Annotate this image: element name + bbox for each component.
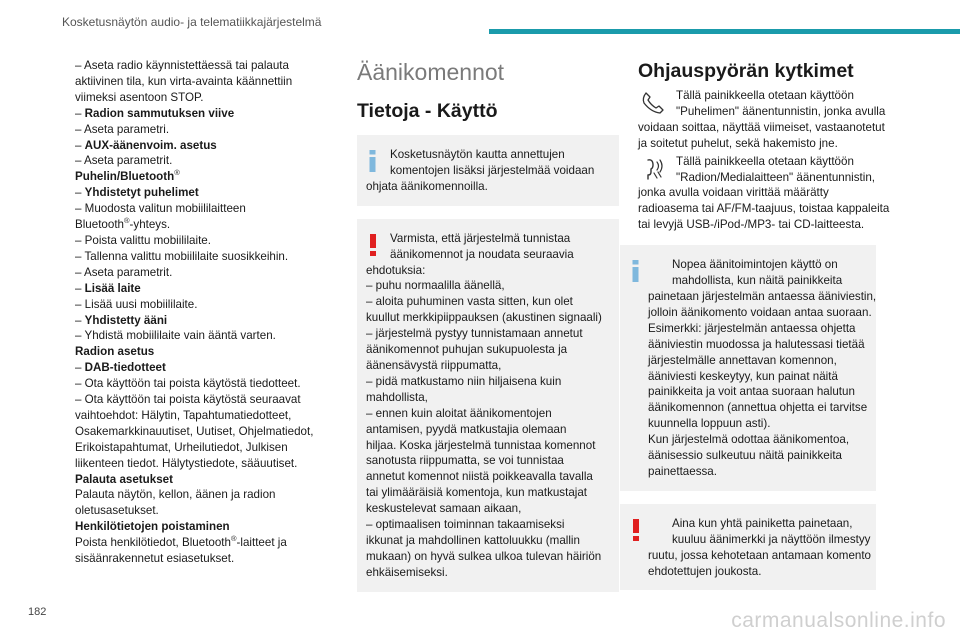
dash: – <box>75 138 85 152</box>
text-line <box>75 281 337 297</box>
text-line: – Ota käyttöön tai poista käytöstä tiedotteet. <box>75 377 301 391</box>
text-line <box>75 138 337 154</box>
text-line: radioasema tai AF/FM-taajuus, toistaa kappaleita <box>638 202 890 216</box>
text-line: – Yhdistä mobiililaite vain ääntä varten. <box>75 329 276 343</box>
text-line: ruutu, jossa kehotetaan antamaan komento <box>648 548 872 562</box>
text-line: – Aseta parametri. <box>75 122 170 136</box>
dash: – <box>75 106 85 120</box>
info-box <box>357 135 619 206</box>
text-line: Tällä painikkeella otetaan käyttöön <box>676 89 854 102</box>
text-line: aktiivinen tila, kun virta-avainta käännettiin <box>75 74 293 88</box>
text-line: sanotusta riippumatta, se voi tunnistaa <box>366 454 564 468</box>
voice-command-icon <box>639 156 667 182</box>
text-line: äänensävystä riippumatta, <box>366 358 502 372</box>
text-line: – Aseta parametrit. <box>75 154 173 168</box>
text-line: komentojen lisäksi järjestelmää voidaan <box>390 163 595 177</box>
setting-name: DAB-tiedotteet <box>84 361 166 375</box>
text-line: – Aseta parametrit. <box>75 265 173 279</box>
text-line: painikkeita ja voit antaa suoraan halutun <box>648 385 855 399</box>
phone-handset-icon <box>639 90 667 116</box>
setting-name: Yhdistetyt puhelimet <box>84 186 199 200</box>
text-line: – optimaalisen toiminnan takaamiseksi <box>366 518 565 532</box>
text-line: mahdollista, kun näitä painikkeita <box>672 274 843 288</box>
text-line: Nopea äänitoimintojen käyttö on <box>672 258 838 272</box>
text-line: oletusasetukset. <box>75 504 159 518</box>
text-part: -yhteys. <box>129 218 171 232</box>
section-heading: Palauta asetukset <box>75 472 173 486</box>
text-line: Palauta näytön, kellon, äänen ja radion <box>75 488 276 502</box>
text-line: liikenteen tiedot. Hälytystiedote, sääuutiset. <box>75 456 298 470</box>
section-heading: Radion asetus <box>75 345 155 359</box>
text-line: äänikomennot ja noudata seuraavia <box>390 247 574 261</box>
section-heading: Puhelin/Bluetooth <box>75 170 175 184</box>
text-line: – Poista valittu mobiililaite. <box>75 233 211 247</box>
text-line: – pidä matkustamo niin hiljaisena kuin <box>366 374 562 388</box>
exclamation-icon <box>365 234 381 256</box>
text-line: ääniviesti keskeytyy, kun painat näitä <box>648 369 838 383</box>
text-line <box>75 185 337 201</box>
text-line: hiljaa. Koska järjestelmä tunnistaa komennot <box>366 438 596 452</box>
exclamation-icon <box>628 519 644 541</box>
text-line: Aina kun yhtä painiketta painetaan, <box>672 516 853 530</box>
text-line: – Lisää uusi mobiililaite. <box>75 297 198 311</box>
text-line: jolloin äänikomento voidaan antaa suoraan. <box>648 305 872 319</box>
text-line <box>75 106 337 122</box>
text-line: ehdotuksia: <box>366 263 426 277</box>
text-line: ikkunat ja mahdollinen kattoluukku (mallin <box>366 533 580 547</box>
text-line <box>75 535 337 551</box>
text-line: keskustelevat samaan aikaan, <box>366 502 522 516</box>
dash: – <box>75 313 85 327</box>
text-line: antamisen, pyydä matkustajia olemaan <box>366 422 567 436</box>
dash: – <box>75 361 85 375</box>
text-line: kuunnella loppuun asti). <box>648 417 771 431</box>
text-line: mahdollista, <box>366 390 428 404</box>
warning-box <box>357 219 619 592</box>
registered-mark: ® <box>230 534 237 544</box>
text-line <box>75 217 337 233</box>
text-line: – Muodosta valitun mobiililaitteen <box>75 202 246 216</box>
text-line: Varmista, että järjestelmä tunnistaa <box>390 231 571 245</box>
text-line: – Tallenna valittu mobiililaite suosikkeihin. <box>75 249 289 263</box>
text-line: viimeksi asentoon STOP. <box>75 90 204 104</box>
registered-mark: ® <box>124 216 130 226</box>
text-line: ehdotettujen joukosta. <box>648 564 762 578</box>
info-icon <box>628 260 644 282</box>
page-number: 182 <box>28 606 47 618</box>
setting-name: Lisää laite <box>84 281 141 295</box>
header-accent-bar <box>489 29 960 34</box>
text-line: Tällä painikkeella otetaan käyttöön <box>676 154 854 168</box>
phone-button-description <box>638 88 904 152</box>
text-line <box>75 313 337 329</box>
text-line: kuuluu äänimerkki ja näyttöön ilmestyy <box>672 532 871 546</box>
dash: – <box>75 281 85 295</box>
setting-name: Yhdistetty ääni <box>84 313 168 327</box>
text-line: Osakemarkkinauutiset, Uutiset, Ohjelmatiedot, <box>75 424 314 438</box>
text-line: – ennen kuin aloitat äänikomentojen <box>366 406 552 420</box>
text-part: Poista henkilötiedot, Bluetooth <box>75 536 231 550</box>
text-line: äänisessio sulkeutuu näitä painikkeita <box>648 449 842 463</box>
text-line: Esimerkki: järjestelmän antaessa ohjetta <box>648 321 856 335</box>
text-line: mukaan) on hyvä sulkea ulkoa tulevan häiriön <box>366 549 602 563</box>
text-part: -laitteet ja <box>236 536 287 550</box>
info-icon <box>365 150 381 172</box>
text-line: ohjata äänikomennoilla. <box>366 179 488 193</box>
text-line: – Ota käyttöön tai poista käytöstä seuraavat <box>75 393 301 407</box>
text-line: ääniviestin muodossa ja halutessasi tietää <box>648 337 865 351</box>
text-line: "Puhelimen" äänentunnistin, jonka avulla <box>676 104 886 118</box>
text-line: tai ylimääräisiä komentoja, kun matkustajat <box>366 486 588 500</box>
section-title: Äänikomennot <box>357 59 505 85</box>
text-line: järjestelmälle annettavan komennon, <box>648 353 837 367</box>
section-heading: Henkilötietojen poistaminen <box>75 520 230 534</box>
text-line: äänikomennon (annettua ohjetta ei tarvitse <box>648 401 868 415</box>
registered-mark: ® <box>174 168 180 178</box>
text-line: "Radion/Medialaitteen" äänentunnistin, <box>676 170 876 184</box>
text-line: äänikomennot puhujan sukupuolesta ja <box>366 343 568 357</box>
text-line: Kosketusnäytön kautta annettujen <box>390 148 565 161</box>
column-steering-wheel-controls <box>638 58 904 603</box>
text-line: ehkäisemiseksi. <box>366 565 448 579</box>
info-box <box>620 245 876 491</box>
warning-box <box>620 504 876 591</box>
text-line: kuullut merkkipiippauksen (akustinen signaali) <box>366 311 602 325</box>
text-line: vaihtoehdot: Hälytin, Tapahtumatiedotteet, <box>75 408 292 422</box>
dash: – <box>75 186 85 200</box>
voice-button-description <box>638 154 904 234</box>
setting-name: AUX-äänenvoim. asetus <box>84 138 217 152</box>
text-line: – Aseta radio käynnistettäessä tai palauta <box>75 59 289 72</box>
section-subtitle: Tietoja - Käyttö <box>357 100 498 122</box>
setting-name: Radion sammutuksen viive <box>84 106 235 120</box>
column-voice-commands <box>357 58 619 605</box>
text-line <box>75 360 337 376</box>
column-settings <box>75 58 337 567</box>
text-line: annetut komennot niistä poikkeavalla tavalla <box>366 470 593 484</box>
text-line: ja soitetut puhelut, sekä hakemisto jne. <box>638 136 838 150</box>
section-title: Ohjauspyörän kytkimet <box>638 60 854 82</box>
text-line: painetaan järjestelmän antaessa ääniviestin, <box>648 289 877 303</box>
text-line: tai levyjä USB-/iPod-/MP3- tai CD-laitteesta. <box>638 218 865 232</box>
text-line: Kun järjestelmä odottaa äänikomentoa, <box>648 433 850 447</box>
text-line: – aloita puhuminen vasta sitten, kun olet <box>366 295 573 309</box>
text-part: Bluetooth <box>75 218 124 232</box>
text-line: jonka avulla voidaan virittää määrätty <box>638 186 829 200</box>
header-title: Kosketusnäytön audio- ja telematiikkajärjestelmä <box>62 15 322 29</box>
text-line: – järjestelmä pystyy tunnistamaan annetut <box>366 327 583 341</box>
text-line: voidaan soittaa, näyttää viimeiset, vastaanotetut <box>638 120 885 134</box>
text-line: Erikoistapahtumat, Urheilutiedot, Julkisen <box>75 440 288 454</box>
text-line: – puhu normaalilla äänellä, <box>366 279 505 293</box>
watermark: carmanualsonline.info <box>731 609 946 632</box>
text-line: painettaessa. <box>648 464 717 478</box>
text-line: sisäänrakennetut esiasetukset. <box>75 552 235 566</box>
text-line <box>75 169 337 185</box>
